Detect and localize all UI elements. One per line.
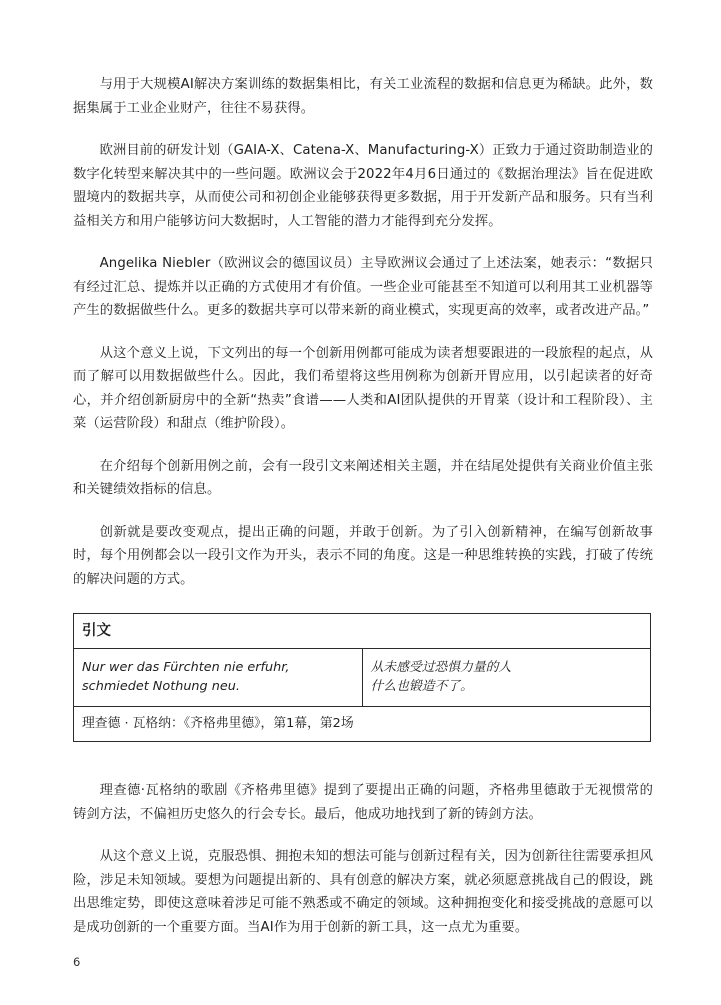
quote-source: 理查德 · 瓦格纳：《齐格弗里德》，第1幕，第2场 bbox=[82, 716, 354, 731]
quote-chinese-line: 什么也锻造不了。 bbox=[370, 679, 473, 694]
paragraph: 在介绍每个创新用例之前，会有一段引文来阐述相关主题，并在结尾处提供有关商业价值主张和关键绩效指标的信息。 bbox=[73, 458, 653, 497]
paragraph: 创新就是要改变观点，提出正确的问题，并敢于创新。为了引入创新精神，在编写创新故事时，每个用例都会以一段引文作为开头，表示不同的角度。这是一种思维转换的实践，打破了传统的解决问题的方式。 bbox=[73, 524, 653, 587]
quote-chinese bbox=[363, 649, 651, 706]
page-content bbox=[73, 73, 653, 958]
paragraph: 与用于大规模AI解决方案训练的数据集相比，有关工业流程的数据和信息更为稀缺。此外，数据集属于工业企业财产，往往不易获得。 bbox=[73, 77, 653, 116]
paragraph: Angelika Niebler（欧洲议会的德国议员）主导欧洲议会通过了上述法案，她表示：“数据只有经过汇总、提炼并以正确的方式使用才有价值。一些企业可能甚至不知道可以利用其工业机器等产生的数据做些什么。更多的数据共享可以带来新的商业模式，实现更高的效率，或者改进产品。” bbox=[73, 256, 653, 318]
quote-header: 引文 bbox=[74, 614, 650, 649]
paragraph: 理查德·瓦格纳的歌剧《齐格弗里德》提到了要提出正确的问题，齐格弗里德敢于无视惯常的铸剑方法，不偏袒历史悠久的行会专长。最后，他成功地找到了新的铸剑方法。 bbox=[73, 783, 653, 822]
page-number: 6 bbox=[73, 955, 81, 969]
paragraph: 欧洲目前的研发计划（GAIA-X、Catena-X、Manufacturing-X）正致力于通过资助制造业的数字化转型来解决其中的一些问题。欧洲议会于2022年4月6日通过的《数据治理法》旨在促进欧盟境内的数据共享，从而使公司和初创企业能够获得更多数据，用于开发新产品和服务。只有当利益相关方和用户能够访问大数据时，人工智能的潜力才能得到充分发挥。 bbox=[73, 143, 653, 229]
quote-german-line: Nur wer das Fürchten nie erfuhr, bbox=[82, 660, 290, 675]
quote-german bbox=[74, 649, 363, 706]
paragraph: 从这个意义上说，下文列出的每一个创新用例都可能成为读者想要跟进的一段旅程的起点，从而了解可以用数据做些什么。因此，我们希望将这些用例称为创新开胃应用，以引起读者的好奇心，并介绍创新厨房中的全新“热卖”食谱——人类和AI团队提供的开胃菜（设计和工程阶段）、主菜（运营阶段）和甜点（维护阶段）。 bbox=[73, 345, 653, 431]
quote-chinese-line: 从未感受过恐惧力量的人 bbox=[370, 660, 512, 675]
quote-german-line: schmiedet Nothung neu. bbox=[82, 679, 240, 694]
paragraph: 从这个意义上说，克服恐惧、拥抱未知的想法可能与创新过程有关，因为创新往往需要承担风险，涉足未知领域。要想为问题提出新的、具有创意的解决方案，就必须愿意挑战自己的假设，跳出思维定势，即使这意味着涉足可能不熟悉或不确定的领域。这种拥抱变化和接受挑战的意愿可以是成功创新的一个重要方面。当AI作为用于创新的新工具，这一点尤为重要。 bbox=[73, 849, 653, 935]
quote-row bbox=[74, 649, 650, 707]
quote-box bbox=[73, 613, 651, 742]
